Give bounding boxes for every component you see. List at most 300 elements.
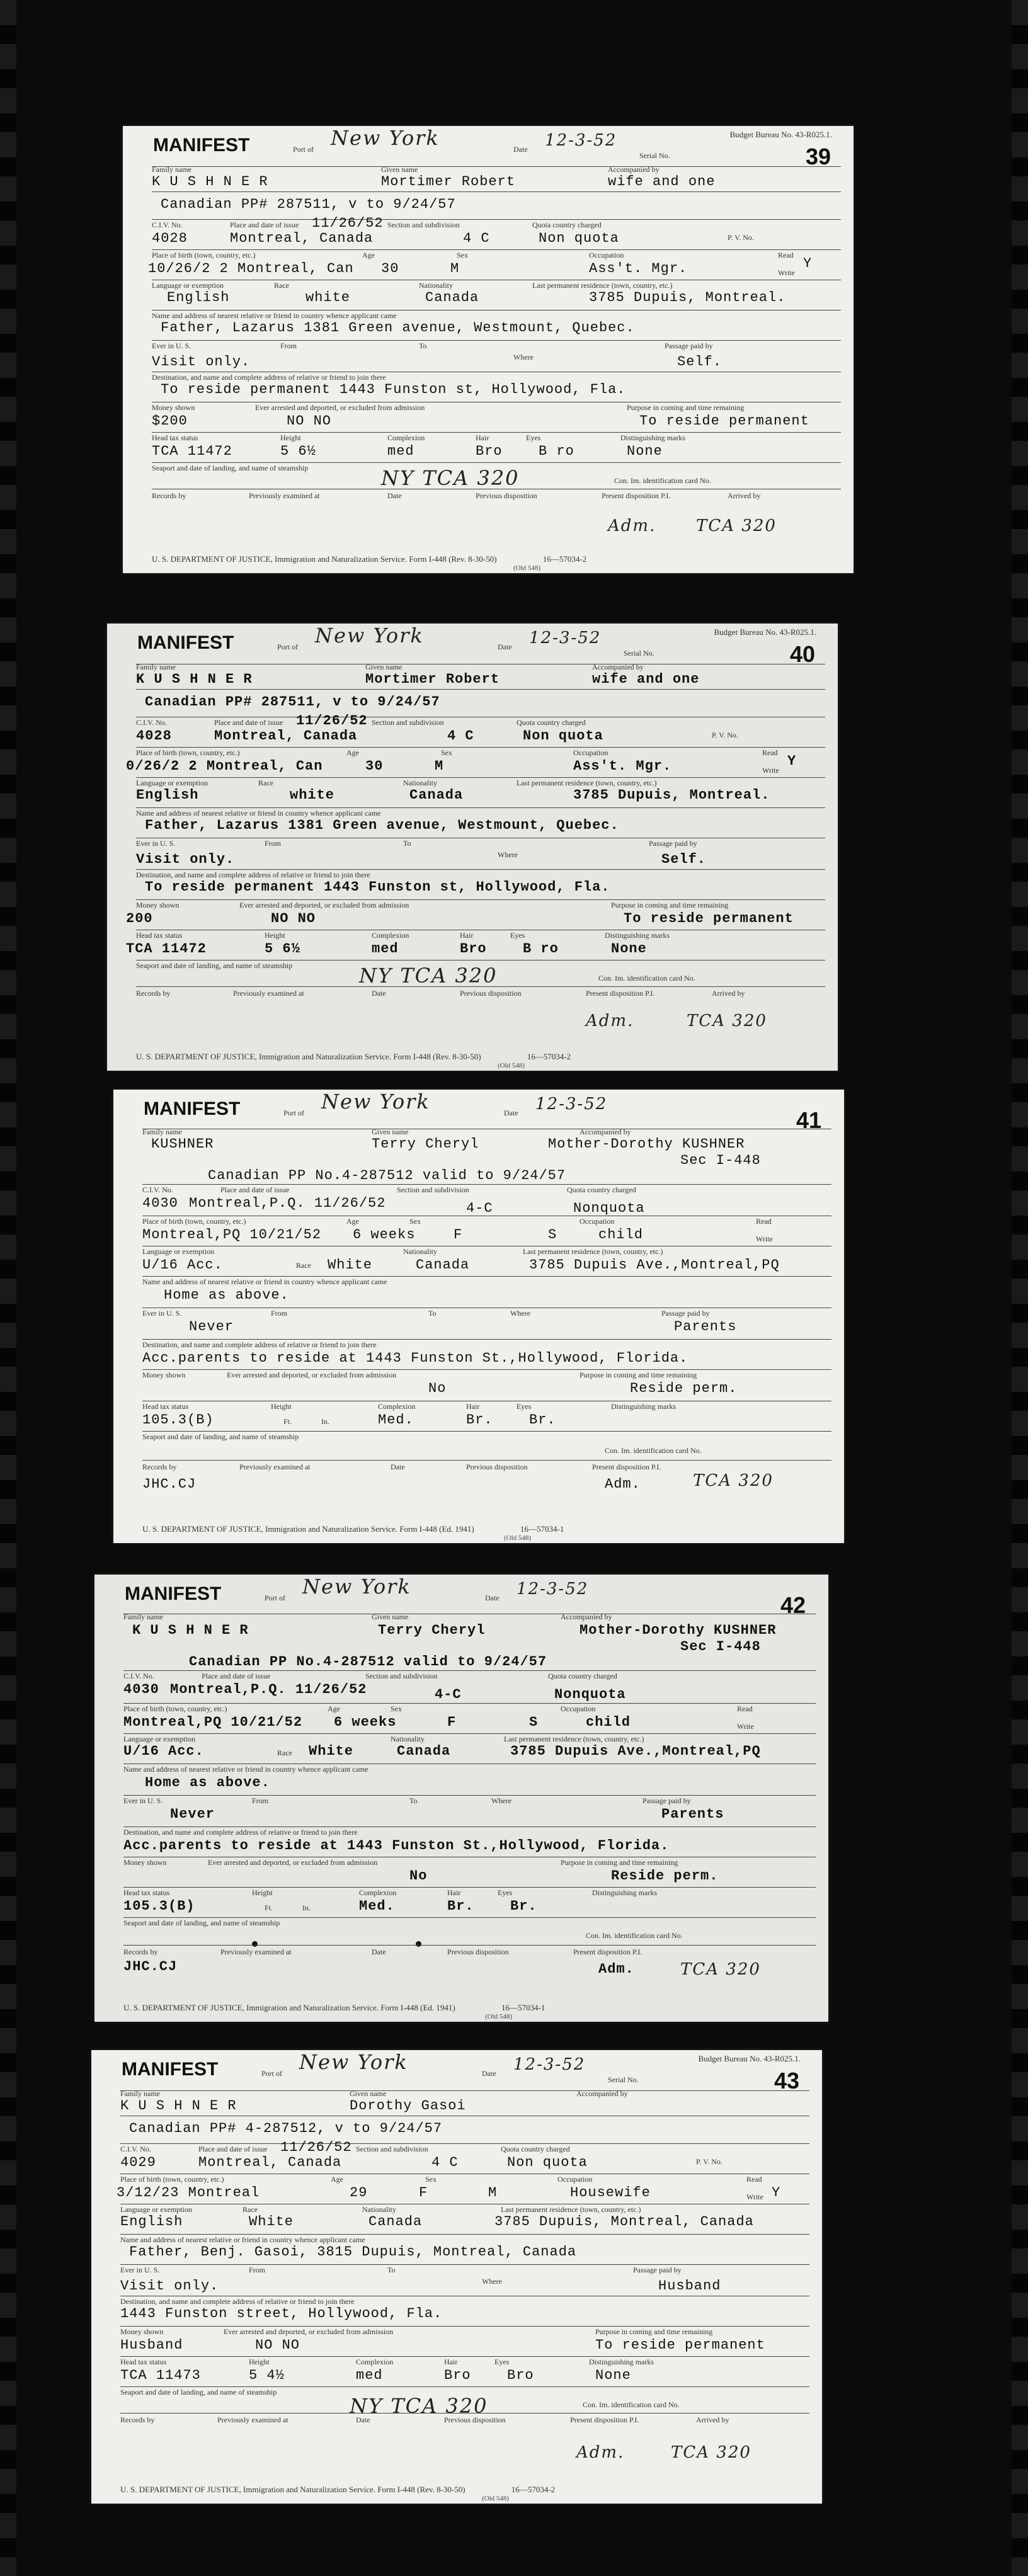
prev-examined-label: Previously examined at (217, 2415, 288, 2424)
language-label: Language or exemption (136, 778, 208, 787)
purpose: To reside permanent (639, 413, 809, 429)
civ-no-label: C.I.V. No. (123, 1672, 154, 1680)
date-label-2: Date (372, 1947, 386, 1956)
height: 5 6½ (265, 941, 300, 957)
nationality: Canada (397, 1743, 451, 1759)
present-disposition-label: Present disposition P.I. (592, 1462, 661, 1471)
quota: Non quota (523, 728, 603, 744)
sex: F (419, 2185, 428, 2201)
race-label: Race (258, 778, 273, 787)
sex-label: Sex (457, 251, 468, 259)
relative-label: Name and address of nearest relative or friend in country whence applicant came (136, 809, 381, 818)
given-name: Terry Cheryl (372, 1136, 479, 1152)
to-label: To (419, 341, 427, 350)
last-perm-label: Last permanent residence (town, country, etc.) (532, 281, 673, 290)
card-footer (120, 2485, 555, 2495)
civ-no: 4029 (120, 2155, 156, 2170)
family-name: K U S H N E R (152, 174, 268, 190)
ever-in-us-label: Ever in U. S. (136, 839, 176, 848)
last-perm-label: Last permanent residence (town, country, etc.) (504, 1735, 644, 1743)
language: English (167, 290, 230, 305)
civ-no-label: C.I.V. No. (136, 718, 167, 727)
birth-label: Place of birth (town, country, etc.) (136, 748, 240, 757)
ever-in-us-label: Ever in U. S. (123, 1796, 163, 1805)
section-label: Section and subdivision (365, 1672, 438, 1680)
relative: Home as above. (145, 1775, 270, 1791)
head-tax-label: Head tax status (123, 1888, 170, 1897)
date-label-2: Date (387, 491, 402, 500)
hair-label: Hair (447, 1888, 461, 1897)
age-label: Age (346, 1217, 359, 1226)
present-disposition-label: Present disposition P.I. (573, 1947, 642, 1956)
eyes-label: Eyes (517, 1402, 532, 1411)
civ-no: 4030 (123, 1682, 159, 1697)
birth: 3/12/23 Montreal (117, 2185, 260, 2201)
head-tax-label: Head tax status (120, 2357, 167, 2366)
destination-label: Destination, and name and complete address of relative or friend to join there (142, 1340, 377, 1349)
section-label: Section and subdivision (397, 1185, 469, 1194)
prev-examined-label: Previously examined at (220, 1947, 292, 1956)
form-number: Form I-448 (Rev. 8-30-50) (377, 2485, 465, 2494)
port-handwritten: New York (331, 126, 440, 150)
hole-punch-mark (252, 1941, 258, 1947)
purpose-label: Purpose in coming and time remaining (561, 1858, 678, 1867)
head-tax: TCA 11472 (126, 941, 207, 957)
sex-label: Sex (441, 748, 452, 757)
read: Y (787, 753, 797, 769)
hair-label: Hair (466, 1402, 480, 1411)
sex: M (450, 261, 460, 276)
purpose: To reside permanent (624, 911, 794, 926)
given-name-label: Given name (365, 663, 403, 671)
hair: Br. (466, 1412, 493, 1428)
card-footer (142, 1524, 564, 1534)
issue-place: Montreal, Canada (214, 728, 358, 744)
relative: Home as above. (164, 1287, 289, 1303)
to-label: To (428, 1309, 437, 1318)
con-im-label: Con. Im. identification card No. (605, 1446, 702, 1455)
purpose: Reside perm. (611, 1868, 719, 1884)
quota: Nonquota (573, 1200, 645, 1216)
race-label: Race (296, 1261, 311, 1270)
head-tax: 105.3(B) (142, 1412, 214, 1428)
con-im-label: Con. Im. identification card No. (614, 476, 711, 485)
ever-in-us: Visit only. (136, 852, 235, 867)
pv-no-label: P. V. No. (728, 233, 754, 242)
records-label: Records by (123, 1947, 158, 1956)
records-label: Records by (142, 1462, 177, 1471)
family-name-label: Family name (142, 1127, 182, 1136)
from-label: From (271, 1309, 288, 1318)
last-perm: 3785 Dupuis, Montreal. (589, 290, 786, 305)
issue-date: 11/26/52 (312, 215, 384, 231)
eyes: Br. (529, 1412, 556, 1428)
arrested: NO NO (287, 413, 332, 429)
given-name-label: Given name (372, 1612, 409, 1621)
race-label: Race (243, 2205, 258, 2214)
disposition-handwritten: Adm. (576, 2443, 625, 2462)
occupation-label: Occupation (561, 1704, 596, 1713)
ever-in-us: Visit only. (120, 2278, 219, 2294)
records-label: Records by (152, 491, 186, 500)
hair: Bro (460, 941, 487, 957)
card-footer (152, 554, 586, 564)
passport: Canadian PP No.4-287512 valid to 9/24/57 (208, 1168, 566, 1183)
department-footer: U. S. DEPARTMENT OF JUSTICE, Immigration and Naturalization Service. (136, 1052, 392, 1061)
in-label: In. (321, 1417, 329, 1426)
race: white (306, 290, 351, 305)
serial-number: 43 (774, 2068, 799, 2094)
head-tax: 105.3(B) (123, 1898, 195, 1914)
port-of-label: Port of (277, 642, 298, 651)
pv-no-label: P. V. No. (696, 2157, 722, 2166)
sex: F (447, 1714, 457, 1730)
last-perm: 3785 Dupuis Ave.,Montreal,PQ (510, 1743, 761, 1759)
family-name-label: Family name (120, 2089, 160, 2098)
ever-in-us-label: Ever in U. S. (152, 341, 191, 350)
given-name-label: Given name (350, 2089, 387, 2098)
given-name: Terry Cheryl (378, 1622, 486, 1638)
where-label: Where (510, 1309, 530, 1318)
nationality: Canada (425, 290, 479, 305)
see-form: Sec I-448 (680, 1639, 761, 1655)
civ-no-label: C.I.V. No. (120, 2145, 151, 2153)
complexion: med (387, 443, 414, 459)
nationality: Canada (368, 2214, 423, 2230)
race: White (328, 1257, 373, 1273)
manifest-card-43 (91, 2050, 822, 2504)
from-label: From (280, 341, 297, 350)
prev-disposition-label: Previous disposition (447, 1947, 509, 1956)
ever-in-us: Visit only. (152, 354, 251, 370)
place-issue-label: Place and date of issue (198, 2145, 268, 2153)
marital-status: S (529, 1714, 539, 1730)
language: English (136, 787, 199, 803)
manifest-title: MANIFEST (122, 2059, 219, 2080)
form-code: 16—57034-2 (511, 2485, 556, 2494)
language: U/16 Acc. (142, 1257, 223, 1273)
where-label: Where (513, 353, 534, 362)
form-number: Form I-448 (Ed. 1941) (399, 1524, 474, 1534)
nationality: Canada (409, 787, 464, 803)
race: White (249, 2214, 294, 2230)
age-label: Age (362, 251, 375, 259)
port-of-label: Port of (261, 2069, 282, 2078)
form-number: Form I-448 (Ed. 1941) (380, 2003, 455, 2012)
port-handwritten: New York (315, 624, 424, 647)
section-label: Section and subdivision (356, 2145, 428, 2153)
nationality-label: Nationality (391, 1735, 425, 1743)
purpose: To reside permanent (595, 2337, 765, 2353)
marital-status: M (488, 2185, 498, 2201)
complexion-label: Complexion (356, 2357, 394, 2366)
seaport-label: Seaport and date of landing, and name of steamship (136, 961, 293, 970)
passage: Parents (674, 1319, 737, 1335)
age: 30 (381, 261, 399, 276)
family-name: KUSHNER (151, 1136, 214, 1152)
prev-disposition-label: Previous disposition (444, 2415, 506, 2424)
relative-label: Name and address of nearest relative or friend in country whence applicant came (123, 1765, 368, 1774)
write-label: Write (762, 766, 779, 775)
issue-place: Montreal, Canada (230, 231, 374, 246)
complexion-label: Complexion (387, 433, 425, 442)
eyes: Br. (510, 1898, 537, 1914)
money: Husband (120, 2337, 183, 2353)
hair-label: Hair (444, 2357, 458, 2366)
seaport-label: Seaport and date of landing, and name of steamship (123, 1918, 280, 1927)
seaport-handwritten: NY TCA 320 (359, 964, 498, 988)
height-label: Height (280, 433, 301, 442)
sex: M (435, 758, 444, 774)
read: Y (803, 256, 813, 271)
seaport-handwritten: NY TCA 320 (350, 2394, 488, 2418)
destination-label: Destination, and name and complete address of relative or friend to join there (120, 2297, 355, 2306)
sex: F (454, 1227, 463, 1243)
purpose-label: Purpose in coming and time remaining (580, 1371, 697, 1379)
date-label: Date (513, 145, 528, 154)
arrested-label: Ever arrested and deported, or excluded from admission (224, 2327, 394, 2336)
read-label: Read (737, 1704, 753, 1713)
manifest-card-41 (113, 1090, 844, 1543)
marks-label: Distinguishing marks (611, 1402, 677, 1411)
present-disposition-label: Present disposition P.I. (570, 2415, 639, 2424)
eyes: B ro (523, 941, 559, 957)
serial-number: 42 (780, 1592, 806, 1618)
money-label: Money shown (136, 901, 180, 909)
nationality-label: Nationality (419, 281, 453, 290)
port-of-label: Port of (293, 145, 314, 154)
family-name: K U S H N E R (136, 671, 253, 687)
port-handwritten: New York (299, 2050, 408, 2074)
arrived-handwritten: TCA 320 (693, 1471, 774, 1490)
department-footer: U. S. DEPARTMENT OF JUSTICE, Immigration and Naturalization Service. (120, 2485, 376, 2494)
form-code: 16—57034-1 (501, 2003, 545, 2012)
passport: Canadian PP# 287511, v to 9/24/57 (161, 197, 456, 212)
manifest-card-39 (123, 126, 854, 573)
given-name: Mortimer Robert (365, 671, 500, 687)
present-disposition: Adm. (605, 1476, 641, 1492)
form-number: Form I-448 (Rev. 8-30-50) (409, 554, 497, 564)
passport: Canadian PP# 287511, v to 9/24/57 (145, 694, 440, 710)
purpose: Reside perm. (630, 1381, 738, 1396)
given-name: Dorothy Gasoi (350, 2098, 466, 2114)
section: 4 C (431, 2155, 459, 2170)
family-name-label: Family name (136, 663, 176, 671)
height-label: Height (252, 1888, 273, 1897)
form-number: Form I-448 (Rev. 8-30-50) (393, 1052, 481, 1061)
manifest-title: MANIFEST (153, 135, 250, 156)
hair-label: Hair (476, 433, 489, 442)
date-label-2: Date (391, 1462, 405, 1471)
quota-label: Quota country charged (501, 2145, 570, 2153)
relative: Father, Lazarus 1381 Green avenue, Westmount, Quebec. (145, 818, 619, 833)
passage: Parents (661, 1806, 724, 1822)
pv-no-label: P. V. No. (712, 731, 738, 739)
arrived-by-label: Arrived by (696, 2415, 729, 2424)
date-handwritten: 12-3-52 (529, 629, 602, 647)
money-label: Money shown (152, 403, 195, 412)
where-label: Where (498, 850, 518, 859)
accompanied-label: Accompanied by (592, 663, 644, 671)
disposition-handwritten: Adm. (586, 1012, 634, 1030)
accompanied-label: Accompanied by (561, 1612, 612, 1621)
where-label: Where (491, 1796, 511, 1805)
records-by: JHC.CJ (142, 1476, 197, 1492)
date-label: Date (498, 642, 512, 651)
to-label: To (387, 2265, 396, 2274)
records-label: Records by (120, 2415, 155, 2424)
language-label: Language or exemption (142, 1247, 214, 1256)
arrested-label: Ever arrested and deported, or excluded from admission (239, 901, 409, 909)
read-label: Read (756, 1217, 772, 1226)
language-label: Language or exemption (152, 281, 224, 290)
prev-examined-label: Previously examined at (249, 491, 320, 500)
relative: Father, Lazarus 1381 Green avenue, Westmount, Quebec. (161, 320, 635, 336)
passage: Self. (661, 852, 707, 867)
last-perm-label: Last permanent residence (town, country, etc.) (517, 778, 657, 787)
marital-status: S (548, 1227, 557, 1243)
section: 4 C (447, 728, 474, 744)
complexion: med (372, 941, 399, 957)
form-code: 16—57034-1 (520, 1524, 564, 1534)
birth-label: Place of birth (town, country, etc.) (142, 1217, 246, 1226)
eyes: Bro (507, 2368, 534, 2383)
marks: None (627, 443, 663, 459)
read-label: Read (746, 2175, 762, 2184)
card-footer (123, 2003, 545, 2013)
destination-label: Destination, and name and complete address of relative or friend to join there (123, 1828, 358, 1837)
purpose-label: Purpose in coming and time remaining (627, 403, 745, 412)
family-name: K U S H N E R (120, 2098, 237, 2114)
date-handwritten: 12-3-52 (517, 1580, 589, 1599)
nationality: Canada (416, 1257, 470, 1273)
passage-label: Passage paid by (661, 1309, 710, 1318)
last-perm: 3785 Dupuis, Montreal, Canada (494, 2214, 754, 2230)
section: 4-C (435, 1687, 462, 1702)
write-label: Write (756, 1234, 773, 1243)
arrested-label: Ever arrested and deported, or excluded from admission (255, 403, 425, 412)
arrived-by-label: Arrived by (728, 491, 761, 500)
last-perm-label: Last permanent residence (town, country, etc.) (523, 1247, 663, 1256)
arrived-handwritten: TCA 320 (687, 1012, 767, 1030)
eyes-label: Eyes (494, 2357, 510, 2366)
birth: 0/26/2 2 Montreal, Can (126, 758, 323, 774)
old-form-no: (Old 548) (513, 564, 541, 572)
passage: Self. (677, 354, 722, 370)
nationality-label: Nationality (362, 2205, 396, 2214)
family-name-label: Family name (123, 1612, 163, 1621)
passage-label: Passage paid by (649, 839, 697, 848)
passport: Canadian PP No.4-287512 valid to 9/24/57 (189, 1654, 547, 1670)
given-name: Mortimer Robert (381, 174, 516, 190)
eyes-label: Eyes (526, 433, 541, 442)
con-im-label: Con. Im. identification card No. (583, 2400, 680, 2409)
budget-bureau-no: Budget Bureau No. 43-R025.1. (714, 627, 816, 637)
eyes-label: Eyes (510, 931, 525, 940)
seaport-handwritten: NY TCA 320 (381, 466, 520, 490)
date-label-2: Date (356, 2415, 370, 2424)
from-label: From (265, 839, 282, 848)
manifest-title: MANIFEST (125, 1583, 222, 1604)
family-name-label: Family name (152, 165, 191, 174)
race-label: Race (277, 1748, 292, 1757)
manifest-title: MANIFEST (144, 1098, 241, 1119)
serial-number: 40 (789, 641, 815, 667)
section: 4 C (463, 231, 490, 246)
department-footer: U. S. DEPARTMENT OF JUSTICE, Immigration and Naturalization Service. (142, 1524, 398, 1534)
last-perm: 3785 Dupuis, Montreal. (573, 787, 770, 803)
height: 5 4½ (249, 2368, 285, 2383)
port-handwritten: New York (321, 1090, 430, 1114)
where-label: Where (482, 2277, 502, 2286)
prev-examined-label: Previously examined at (233, 989, 304, 998)
arrested-label: Ever arrested and deported, or excluded from admission (227, 1371, 397, 1379)
hair-label: Hair (460, 931, 474, 940)
date-handwritten: 12-3-52 (545, 131, 617, 150)
from-label: From (249, 2265, 266, 2274)
language: English (120, 2214, 183, 2230)
sex-label: Sex (425, 2175, 437, 2184)
passage-label: Passage paid by (665, 341, 713, 350)
budget-bureau-no: Budget Bureau No. 43-R025.1. (698, 2054, 801, 2063)
write-label: Write (746, 2192, 763, 2201)
sex-label: Sex (391, 1704, 402, 1713)
date-label: Date (482, 2069, 496, 2078)
read-label: Read (762, 748, 778, 757)
date-label: Date (504, 1108, 518, 1117)
serial-label: Serial No. (608, 2075, 639, 2084)
old-form-no: (Old 548) (498, 1062, 525, 1069)
last-perm-label: Last permanent residence (town, country, etc.) (501, 2205, 641, 2214)
arrived-by-label: Arrived by (712, 989, 745, 998)
quota-label: Quota country charged (567, 1185, 636, 1194)
passage-label: Passage paid by (642, 1796, 691, 1805)
head-tax: TCA 11472 (152, 443, 232, 459)
complexion: Med. (378, 1412, 414, 1428)
birth: Montreal,PQ 10/21/52 (123, 1714, 303, 1730)
arrested: No (409, 1868, 428, 1884)
ever-in-us: Never (189, 1319, 234, 1335)
occupation: Ass't. Mgr. (589, 261, 688, 276)
date-handwritten: 12-3-52 (513, 2055, 586, 2074)
language-label: Language or exemption (120, 2205, 192, 2214)
head-tax-label: Head tax status (136, 931, 183, 940)
arrested: NO NO (255, 2337, 300, 2353)
old-form-no: (Old 548) (485, 2013, 513, 2020)
birth: 10/26/2 2 Montreal, Can (148, 261, 354, 276)
race: white (290, 787, 335, 803)
ft-label: Ft. (283, 1417, 292, 1426)
destination: Acc.parents to reside at 1443 Funston St.,Hollywood, Florida. (123, 1838, 670, 1854)
budget-bureau-no: Budget Bureau No. 43-R025.1. (729, 130, 832, 139)
present-disposition-label: Present disposition P.I. (586, 989, 655, 998)
place-issue-label: Place and date of issue (230, 220, 299, 229)
to-label: To (403, 839, 411, 848)
complexion: Med. (359, 1898, 395, 1914)
film-edge-right (1012, 0, 1028, 2576)
sex-label: Sex (409, 1217, 421, 1226)
birth: Montreal,PQ 10/21/52 (142, 1227, 322, 1243)
occupation: Housewife (570, 2185, 651, 2201)
age: 30 (365, 758, 384, 774)
serial-number: 41 (796, 1107, 821, 1133)
complexion-label: Complexion (359, 1888, 397, 1897)
age-label: Age (331, 2175, 343, 2184)
date-handwritten: 12-3-52 (535, 1095, 608, 1114)
accompanied-by: wife and one (608, 174, 716, 190)
age: 6 weeks (353, 1227, 416, 1243)
quota: Nonquota (554, 1687, 626, 1702)
